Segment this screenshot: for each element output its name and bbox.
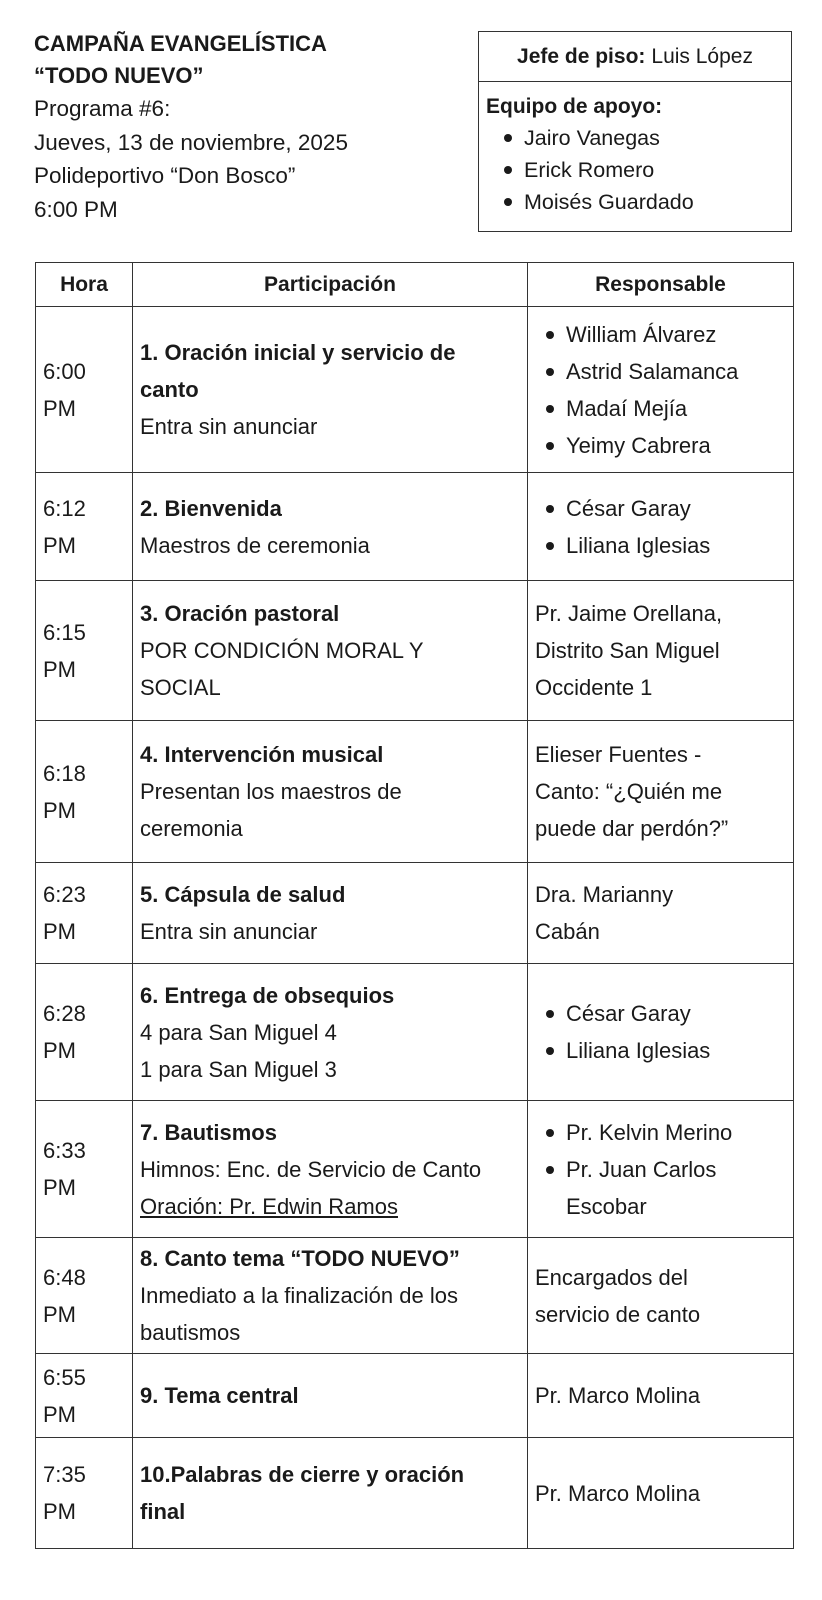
column-header-responsable: Responsable: [528, 263, 794, 307]
hora-cell: [36, 964, 133, 1101]
responsable-item: Pr. Juan Carlos: [528, 1151, 786, 1188]
table-row: [36, 721, 794, 863]
responsable-cell: [528, 1438, 794, 1549]
activity-title: 2. Bienvenida: [140, 495, 282, 521]
table-row: [36, 581, 794, 721]
hora-time: 6:55: [43, 1364, 86, 1390]
responsable-cell: [528, 473, 794, 581]
responsable-item: Astrid Salamanca: [528, 353, 786, 390]
support-member: Jairo Vanegas: [486, 122, 791, 154]
column-header-hora: Hora: [36, 263, 133, 307]
campaign-title-line-2: “TODO NUEVO”: [34, 63, 204, 88]
activity-detail: Entra sin anunciar: [140, 414, 318, 439]
table-row: [36, 1438, 794, 1549]
table-row: [36, 473, 794, 581]
activity-title: 4. Intervención musical: [140, 742, 384, 767]
participacion-cell: [133, 1354, 528, 1438]
hora-cell: [36, 473, 133, 581]
program-venue: Polideportivo “Don Bosco”: [34, 163, 296, 188]
hora-cell: [36, 721, 133, 863]
activity-title: 3. Oración pastoral: [140, 601, 340, 626]
hora-period: PM: [43, 1175, 76, 1200]
participacion-cell: [133, 1101, 528, 1238]
support-team-title: Equipo de apoyo:: [486, 95, 663, 118]
hora-time: 6:18: [43, 760, 86, 786]
activity-detail: POR CONDICIÓN MORAL Y: [140, 638, 424, 663]
responsable-cell: [528, 1238, 794, 1354]
activity-detail-cont: SOCIAL: [140, 675, 221, 700]
support-team-list: [486, 122, 791, 218]
hora-cell: [36, 1238, 133, 1354]
responsable-item: Yeimy Cabrera: [528, 427, 786, 464]
column-header-participacion: Participación: [133, 263, 528, 307]
hora-cell: [36, 1354, 133, 1438]
hora-period: PM: [43, 797, 76, 823]
responsable-cell: [528, 307, 794, 473]
activity-detail-cont: 1 para San Miguel 3: [140, 1056, 337, 1082]
hora-cell: [36, 863, 133, 964]
hora-period: PM: [43, 395, 76, 421]
responsable-text: Pr. Marco Molina: [535, 1480, 701, 1506]
activity-detail: Presentan los maestros de: [140, 779, 402, 804]
responsable-text: Canto: “¿Quién me: [535, 779, 723, 804]
hora-time: 6:23: [43, 882, 86, 907]
activity-detail: Inmediato a la finalización de los: [140, 1283, 458, 1308]
table-row: [36, 1101, 794, 1238]
hora-time: 6:15: [43, 619, 86, 645]
responsable-text: servicio de canto: [535, 1301, 701, 1327]
activity-title: 9. Tema central: [140, 1383, 299, 1408]
responsable-item: Pr. Kelvin Merino: [528, 1114, 786, 1151]
responsable-text: Occidente 1: [535, 675, 653, 700]
participacion-cell: [133, 1438, 528, 1549]
activity-title: 8. Canto tema “TODO NUEVO”: [140, 1246, 460, 1271]
responsable-cell: [528, 721, 794, 863]
responsable-list: [528, 490, 786, 564]
hora-cell: [36, 1101, 133, 1238]
responsable-item: William Álvarez: [528, 316, 786, 353]
responsable-item: Liliana Iglesias: [528, 527, 786, 564]
responsable-item: Liliana Iglesias: [528, 1032, 786, 1069]
hora-cell: [36, 1438, 133, 1549]
program-time: 6:00 PM: [34, 196, 118, 222]
responsable-item: Madaí Mejía: [528, 390, 786, 427]
hora-period: PM: [43, 532, 76, 558]
hora-period: PM: [43, 1301, 76, 1327]
activity-title-cont: canto: [140, 377, 199, 402]
hora-cell: [36, 581, 133, 721]
prayer-detail: Oración: Pr. Edwin Ramos: [140, 1193, 398, 1219]
responsable-text: Dra. Marianny: [535, 882, 674, 907]
participacion-cell: [133, 1238, 528, 1354]
hora-period: PM: [43, 1038, 76, 1063]
hora-time: 6:48: [43, 1264, 86, 1290]
table-header-row: [36, 263, 794, 307]
participacion-cell: [133, 964, 528, 1101]
hora-period: PM: [43, 656, 76, 682]
table-row: [36, 307, 794, 473]
table-row: [36, 964, 794, 1101]
table-row: [36, 1238, 794, 1354]
floor-chief-label: Jefe de piso:: [517, 44, 646, 68]
floor-chief-name: Luis López: [651, 44, 753, 68]
support-team: [479, 82, 791, 218]
participacion-cell: [133, 721, 528, 863]
activity-detail: 4 para San Miguel 4: [140, 1019, 337, 1045]
hora-time: 6:12: [43, 495, 86, 521]
participacion-cell: [133, 473, 528, 581]
hora-period: PM: [43, 1499, 76, 1524]
activity-detail: Maestros de ceremonia: [140, 532, 370, 558]
floor-chief: [479, 32, 791, 82]
responsable-item-cont: Escobar: [566, 1193, 647, 1219]
hora-period: PM: [43, 919, 76, 944]
activity-detail: Himnos: Enc. de Servicio de Canto: [140, 1156, 482, 1182]
responsable-cell: [528, 1101, 794, 1238]
hora-time: 6:00: [43, 358, 86, 384]
activity-title: 1. Oración inicial y servicio de: [140, 340, 456, 365]
activity-title: 6. Entrega de obsequios: [140, 982, 395, 1008]
hora-time: 6:28: [43, 1001, 86, 1026]
responsable-text: Pr. Jaime Orellana,: [535, 601, 723, 626]
responsable-cell: [528, 581, 794, 721]
campaign-title-line-1: CAMPAÑA EVANGELÍSTICA: [34, 31, 327, 56]
responsable-text: Pr. Marco Molina: [535, 1383, 701, 1408]
responsable-cell: [528, 863, 794, 964]
participacion-cell: [133, 307, 528, 473]
program-date: Jueves, 13 de noviembre, 2025: [34, 129, 348, 155]
activity-title: 10.Palabras de cierre y oración: [140, 1462, 465, 1487]
participacion-cell: [133, 581, 528, 721]
responsable-cell: [528, 964, 794, 1101]
participacion-cell: [133, 863, 528, 964]
hora-cell: [36, 307, 133, 473]
program-table: [35, 262, 794, 1549]
responsable-item: César Garay: [528, 995, 786, 1032]
responsable-text: Elieser Fuentes -: [535, 742, 702, 767]
document-header: [34, 28, 454, 226]
activity-detail: Entra sin anunciar: [140, 919, 318, 944]
responsable-text: puede dar perdón?”: [535, 816, 729, 841]
responsable-list: [528, 995, 786, 1069]
support-member: Moisés Guardado: [486, 186, 791, 218]
responsable-text: Distrito San Miguel: [535, 638, 720, 663]
hora-period: PM: [43, 1401, 76, 1427]
activity-title: 7. Bautismos: [140, 1119, 277, 1145]
responsable-text: Cabán: [535, 919, 600, 944]
responsable-text: Encargados del: [535, 1264, 688, 1290]
activity-title: 5. Cápsula de salud: [140, 882, 346, 907]
responsable-list: [528, 1114, 786, 1225]
activity-title-cont: final: [140, 1499, 186, 1524]
support-member: Erick Romero: [486, 154, 791, 186]
program-number: Programa #6:: [34, 96, 171, 121]
staff-box: [478, 31, 792, 232]
responsable-item: César Garay: [528, 490, 786, 527]
responsable-list: [528, 316, 786, 464]
activity-detail-cont: ceremonia: [140, 816, 243, 841]
responsable-cell: [528, 1354, 794, 1438]
hora-time: 6:33: [43, 1138, 86, 1163]
table-row: [36, 863, 794, 964]
hora-time: 7:35: [43, 1462, 86, 1487]
activity-detail-cont: bautismos: [140, 1320, 241, 1345]
table-row: [36, 1354, 794, 1438]
